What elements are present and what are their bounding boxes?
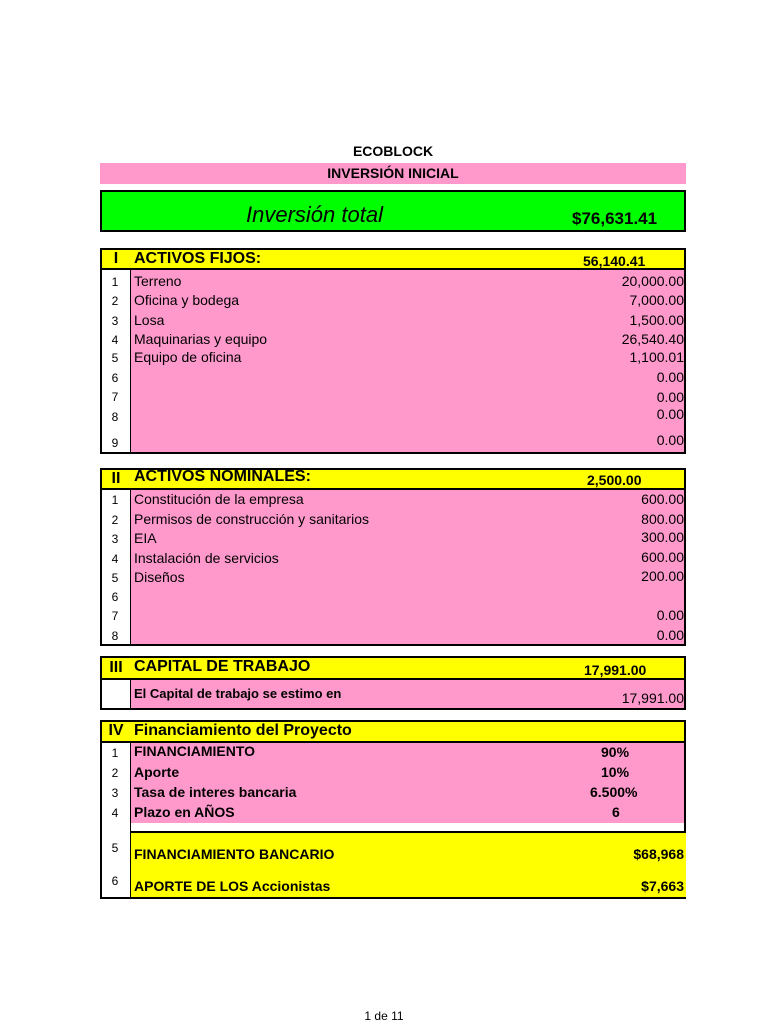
- financiamiento-roman: IV: [108, 722, 124, 739]
- row-number: 5: [111, 571, 119, 585]
- row-value: 0.00: [656, 432, 684, 448]
- financiamiento-bancario-value: $68,968: [633, 846, 684, 862]
- row-label: Aporte: [134, 764, 180, 780]
- row-number: 6: [111, 371, 119, 385]
- row-number: 3: [111, 532, 119, 546]
- page-subtitle: INVERSIÓN INICIAL: [100, 163, 686, 184]
- row-number: 5: [111, 351, 119, 365]
- row-label: Equipo de oficina: [134, 349, 242, 365]
- activos-nominales-title: ACTIVOS NOMINALES:: [134, 468, 311, 485]
- row-label: Terreno: [134, 273, 182, 289]
- row-label: Constitución de la empresa: [134, 491, 304, 507]
- row-number: 1: [111, 275, 119, 289]
- row-value: 7,000.00: [629, 292, 684, 308]
- aporte-accionistas-label: APORTE DE LOS Accionistas: [134, 878, 331, 894]
- financiamiento-title: Financiamiento del Proyecto: [134, 722, 352, 739]
- row-label: Permisos de construcción y sanitarios: [134, 511, 369, 527]
- row-value: 1,500.00: [629, 312, 684, 328]
- activos-fijos-title: ACTIVOS FIJOS:: [134, 250, 262, 267]
- row-number: 3: [111, 786, 119, 800]
- row-number: 7: [111, 609, 119, 623]
- row-number: 4: [111, 333, 119, 347]
- row-value: 600.00: [641, 491, 684, 507]
- row-value: 800.00: [641, 511, 684, 527]
- activos-nominales-total: 2,500.00: [587, 472, 642, 488]
- row-value: 90%: [601, 744, 630, 760]
- row-number: 8: [111, 629, 119, 643]
- capital-trabajo-label: El Capital de trabajo se estimo en: [134, 686, 342, 701]
- row-label: FINANCIAMIENTO: [134, 743, 256, 759]
- row-value: 0.00: [656, 607, 684, 623]
- company-title: ECOBLOCK: [352, 143, 434, 159]
- row-number: 5: [111, 841, 119, 855]
- row-label: EIA: [134, 530, 157, 546]
- row-label: Losa: [134, 312, 165, 328]
- page-number: 1 de 11: [364, 1009, 404, 1023]
- row-value: 26,540.40: [621, 331, 684, 347]
- row-label: Maquinarias y equipo: [134, 331, 268, 347]
- row-value: 300.00: [641, 529, 684, 545]
- row-value: 20,000.00: [621, 273, 684, 289]
- row-number: 2: [111, 294, 119, 308]
- row-number: 7: [111, 390, 119, 404]
- row-value: 600.00: [641, 549, 684, 565]
- capital-trabajo-value: 17,991.00: [621, 690, 684, 706]
- financiamiento-bancario-label: FINANCIAMIENTO BANCARIO: [134, 846, 335, 862]
- total-investment-box: [100, 190, 686, 232]
- row-label: Diseños: [134, 569, 185, 585]
- row-value: 200.00: [641, 568, 684, 584]
- row-number: 2: [111, 766, 119, 780]
- row-number: 4: [111, 552, 119, 566]
- row-number: 6: [111, 874, 119, 888]
- row-value: 0.00: [656, 406, 684, 422]
- activos-fijos-roman: I: [113, 250, 119, 267]
- row-number: 1: [111, 493, 119, 507]
- row-value: 10%: [601, 764, 630, 780]
- capital-trabajo-roman: III: [109, 659, 123, 676]
- row-value: 6: [612, 804, 620, 820]
- capital-trabajo-total: 17,991.00: [584, 662, 647, 678]
- row-value: 6.500%: [590, 784, 638, 800]
- capital-trabajo-title: CAPITAL DE TRABAJO: [134, 658, 311, 675]
- row-label: Tasa de interes bancaria: [134, 784, 297, 800]
- row-value: 0.00: [656, 389, 684, 405]
- row-value: 1,100.01: [629, 349, 684, 365]
- row-label: Plazo en AÑOS: [134, 804, 235, 820]
- row-number: 3: [111, 314, 119, 328]
- activos-fijos-total: 56,140.41: [583, 253, 646, 269]
- row-label: Instalación de servicios: [134, 550, 279, 566]
- row-label: Oficina y bodega: [134, 292, 240, 308]
- row-number: 2: [111, 513, 119, 527]
- row-number: 9: [111, 436, 119, 450]
- row-value: 0.00: [656, 627, 684, 643]
- activos-nominales-roman: II: [111, 470, 121, 487]
- total-investment-value: $76,631.41: [572, 209, 658, 228]
- total-investment-label: Inversión total: [246, 202, 383, 227]
- aporte-accionistas-value: $7,663: [641, 878, 684, 894]
- row-number: 4: [111, 806, 119, 820]
- row-value: 0.00: [656, 369, 684, 385]
- row-number: 1: [111, 746, 119, 760]
- row-number: 6: [111, 590, 119, 604]
- row-number: 8: [111, 410, 119, 424]
